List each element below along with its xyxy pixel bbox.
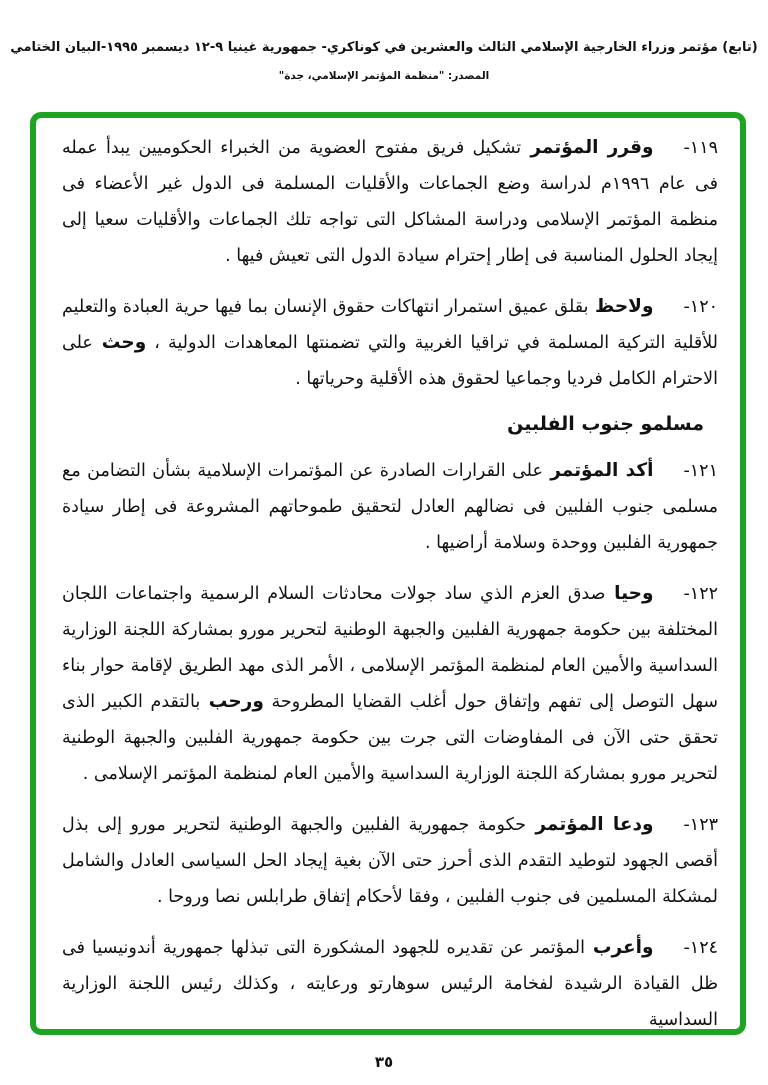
paragraph-text: بقلق عميق استمرار انتهاكات حقوق الإنسان بما فيها حرية العبادة والتعليم للأقلية التركية المسلمة في تراقيا الغربية والتي تضمنتها المعاهدات الدولية ،: [62, 297, 719, 353]
paragraph-lead: ورحب: [200, 691, 264, 712]
paragraph-number: ١٢١-: [683, 461, 718, 481]
header-source: المصدر: "منظمة المؤتمر الإسلامي، جدة": [278, 70, 490, 82]
paragraph-text: على الاحترام الكامل فرديا وجماعيا لحقوق هذه الأقلية وحرياتها .: [62, 333, 718, 389]
paragraph-120: [62, 289, 718, 397]
paragraph-text: تشكيل فريق مفتوح العضوية من الخبراء الحكوميين يبدأ عمله فى عام ١٩٩٦م لدراسة وضع الجماعات والأقليات المسلمة فى الدول غير الأعضاء فى منظمة المؤتمر الإسلامى ودراسة المشاكل التى تواجه تلك الجماعات والأقليات سعيا إلى إيجاد الحلول المناسبة فى إطار إحترام سيادة الدول التى تعيش فيها .: [62, 138, 718, 266]
paragraph-lead: وحيا: [605, 583, 654, 604]
paragraph-123: [62, 807, 718, 915]
section-heading: مسلمو جنوب الفلبين: [507, 413, 704, 435]
paragraph-number: ١٢٠-: [683, 297, 718, 317]
paragraph-number: ١٢٤-: [683, 938, 718, 958]
paragraph-number: ١١٩-: [683, 138, 718, 158]
paragraph-text: بالتقدم الكبير الذى تحقق حتى الآن فى المفاوضات التى جرت بين حكومة جمهورية الفلبين والجبهة الوطنية لتحرير مورو بمشاركة اللجنة الوزارية السداسية والأمين العام لمنظمة المؤتمر الإسلامى .: [62, 692, 718, 784]
paragraph-121: [62, 453, 718, 561]
paragraph-text: صدق العزم الذي ساد جولات محادثات السلام الرسمية واجتماعات اللجان المختلفة بين حكومة جمهورية الفلبين والجبهة الوطنية لتحرير مورو بمشاركة اللجنة الوزارية السداسية والأمين العام لمنظمة المؤتمر الإسلامى ، الأمر الذى مهد الطريق لإقامة حوار بناء سهل التوصل إلى تفهم وإتفاق حول أغلب القضايا المطروحة: [62, 584, 718, 712]
paragraph-122: [62, 576, 718, 792]
paragraph-text: على القرارات الصادرة عن المؤتمرات الإسلامية بشأن التضامن مع مسلمى جنوب الفلبين فى نضالهم العادل لتحقيق طموحاتهم المشروعة فى إطار سيادة جمهورية الفلبين ووحدة وسلامة أراضيها .: [62, 461, 718, 553]
page-number: ٣٥: [374, 1053, 394, 1071]
paragraph-lead: وقرر المؤتمر: [521, 137, 654, 158]
document-header: [0, 0, 768, 82]
paragraph-lead: أكد المؤتمر: [542, 460, 654, 481]
paragraph-text: حكومة جمهورية الفلبين والجبهة الوطنية لتحرير مورو إلى بذل أقصى الجهود لتوطيد التقدم الذى أحرز حتى الآن بغية إيجاد الحل السياسى العادل والشامل لمشكلة المسلمين فى جنوب الفلبين ، وفقا لأحكام إتفاق طرابلس نصا وروحا .: [62, 815, 718, 907]
content-frame: [30, 112, 746, 1035]
paragraph-lead: ولاحظ: [588, 296, 654, 317]
paragraph-lead: ودعا المؤتمر: [526, 814, 654, 835]
paragraph-number: ١٢٢-: [683, 584, 718, 604]
paragraph-text: المؤتمر عن تقديره للجهود المشكورة التى تبذلها جمهورية أندونيسيا فى ظل القيادة الرشيدة لفخامة الرئيس سوهارتو ورعايته ، وكذلك رئيس اللجنة الوزارية السداسية: [62, 938, 718, 1030]
header-title: (تابع) مؤتمر وزراء الخارجية الإسلامي الثالث والعشرين في كوناكري- جمهورية غينيا ٩-١٢ ديسمبر ١٩٩٥-البيان الختامي: [10, 40, 758, 55]
paragraph-lead: وحث: [92, 332, 147, 353]
paragraph-lead: وأعرب: [584, 937, 654, 958]
paragraph-119: [62, 130, 718, 274]
paragraph-number: ١٢٣-: [683, 815, 718, 835]
paragraph-124: [62, 930, 718, 1035]
